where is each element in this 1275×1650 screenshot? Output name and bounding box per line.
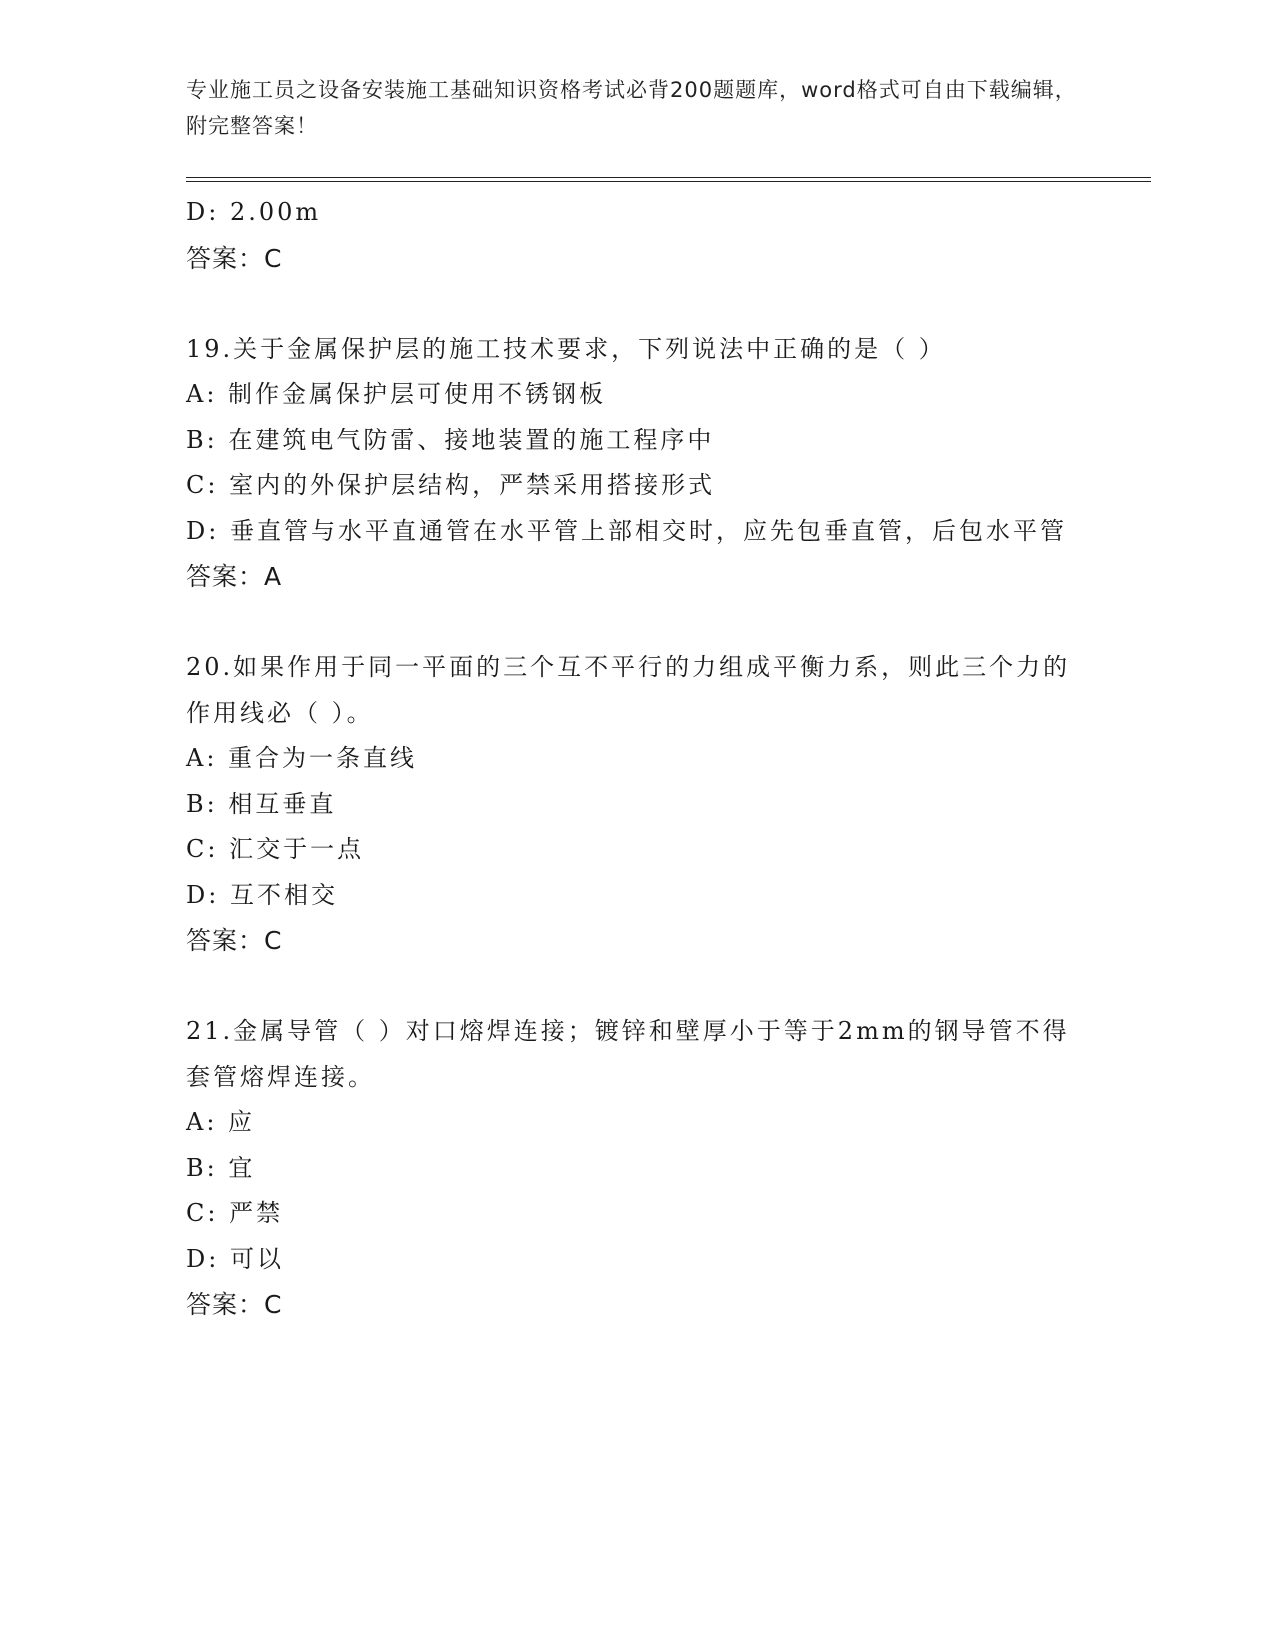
- option-d: D: 可以: [186, 1244, 284, 1273]
- option-d: D: 2.00m: [186, 198, 322, 226]
- question-19: [186, 327, 1076, 600]
- question-21: [186, 1009, 1076, 1328]
- option-a: A: 制作金属保护层可使用不锈钢板: [186, 380, 607, 408]
- document-header: 专业施工员之设备安装施工基础知识资格考试必背200题题库，word格式可自由下载编辑，附完整答案！: [186, 78, 1077, 138]
- header-divider-bottom: [186, 181, 1151, 182]
- option-c: C: 严禁: [186, 1199, 284, 1227]
- option-b: B: 相互垂直: [186, 789, 337, 818]
- option-d: D: 垂直管与水平直通管在水平管上部相交时，应先包垂直管，后包水平管: [186, 516, 1067, 545]
- option-a: A: 应: [186, 1108, 256, 1136]
- question-stem: 20.如果作用于同一平面的三个互不平行的力组成平衡力系，则此三个力的作用线必（ ）。: [186, 653, 1071, 727]
- answer: 答案：C: [186, 243, 283, 273]
- document-body: [186, 190, 1076, 1328]
- spacer: [186, 281, 1076, 327]
- header-divider-top: [186, 177, 1151, 178]
- answer: 答案：C: [186, 926, 283, 955]
- question-20: [186, 645, 1076, 964]
- spacer: [186, 964, 1076, 1010]
- answer: 答案：A: [186, 562, 283, 591]
- option-b: B: 在建筑电气防雷、接地装置的施工程序中: [186, 425, 715, 454]
- question-stem: 19.关于金属保护层的施工技术要求，下列说法中正确的是（ ）: [186, 334, 946, 363]
- question-stem: 21.金属导管（ ）对口熔焊连接；镀锌和壁厚小于等于2mm的钢导管不得套管熔焊连接。: [186, 1017, 1070, 1091]
- option-c: C: 室内的外保护层结构，严禁采用搭接形式: [186, 471, 716, 499]
- option-d: D: 互不相交: [186, 880, 338, 909]
- option-a: A: 重合为一条直线: [186, 744, 418, 772]
- answer: 答案：C: [186, 1290, 283, 1319]
- spacer: [186, 600, 1076, 646]
- option-c: C: 汇交于一点: [186, 835, 365, 863]
- option-b: B: 宜: [186, 1153, 256, 1182]
